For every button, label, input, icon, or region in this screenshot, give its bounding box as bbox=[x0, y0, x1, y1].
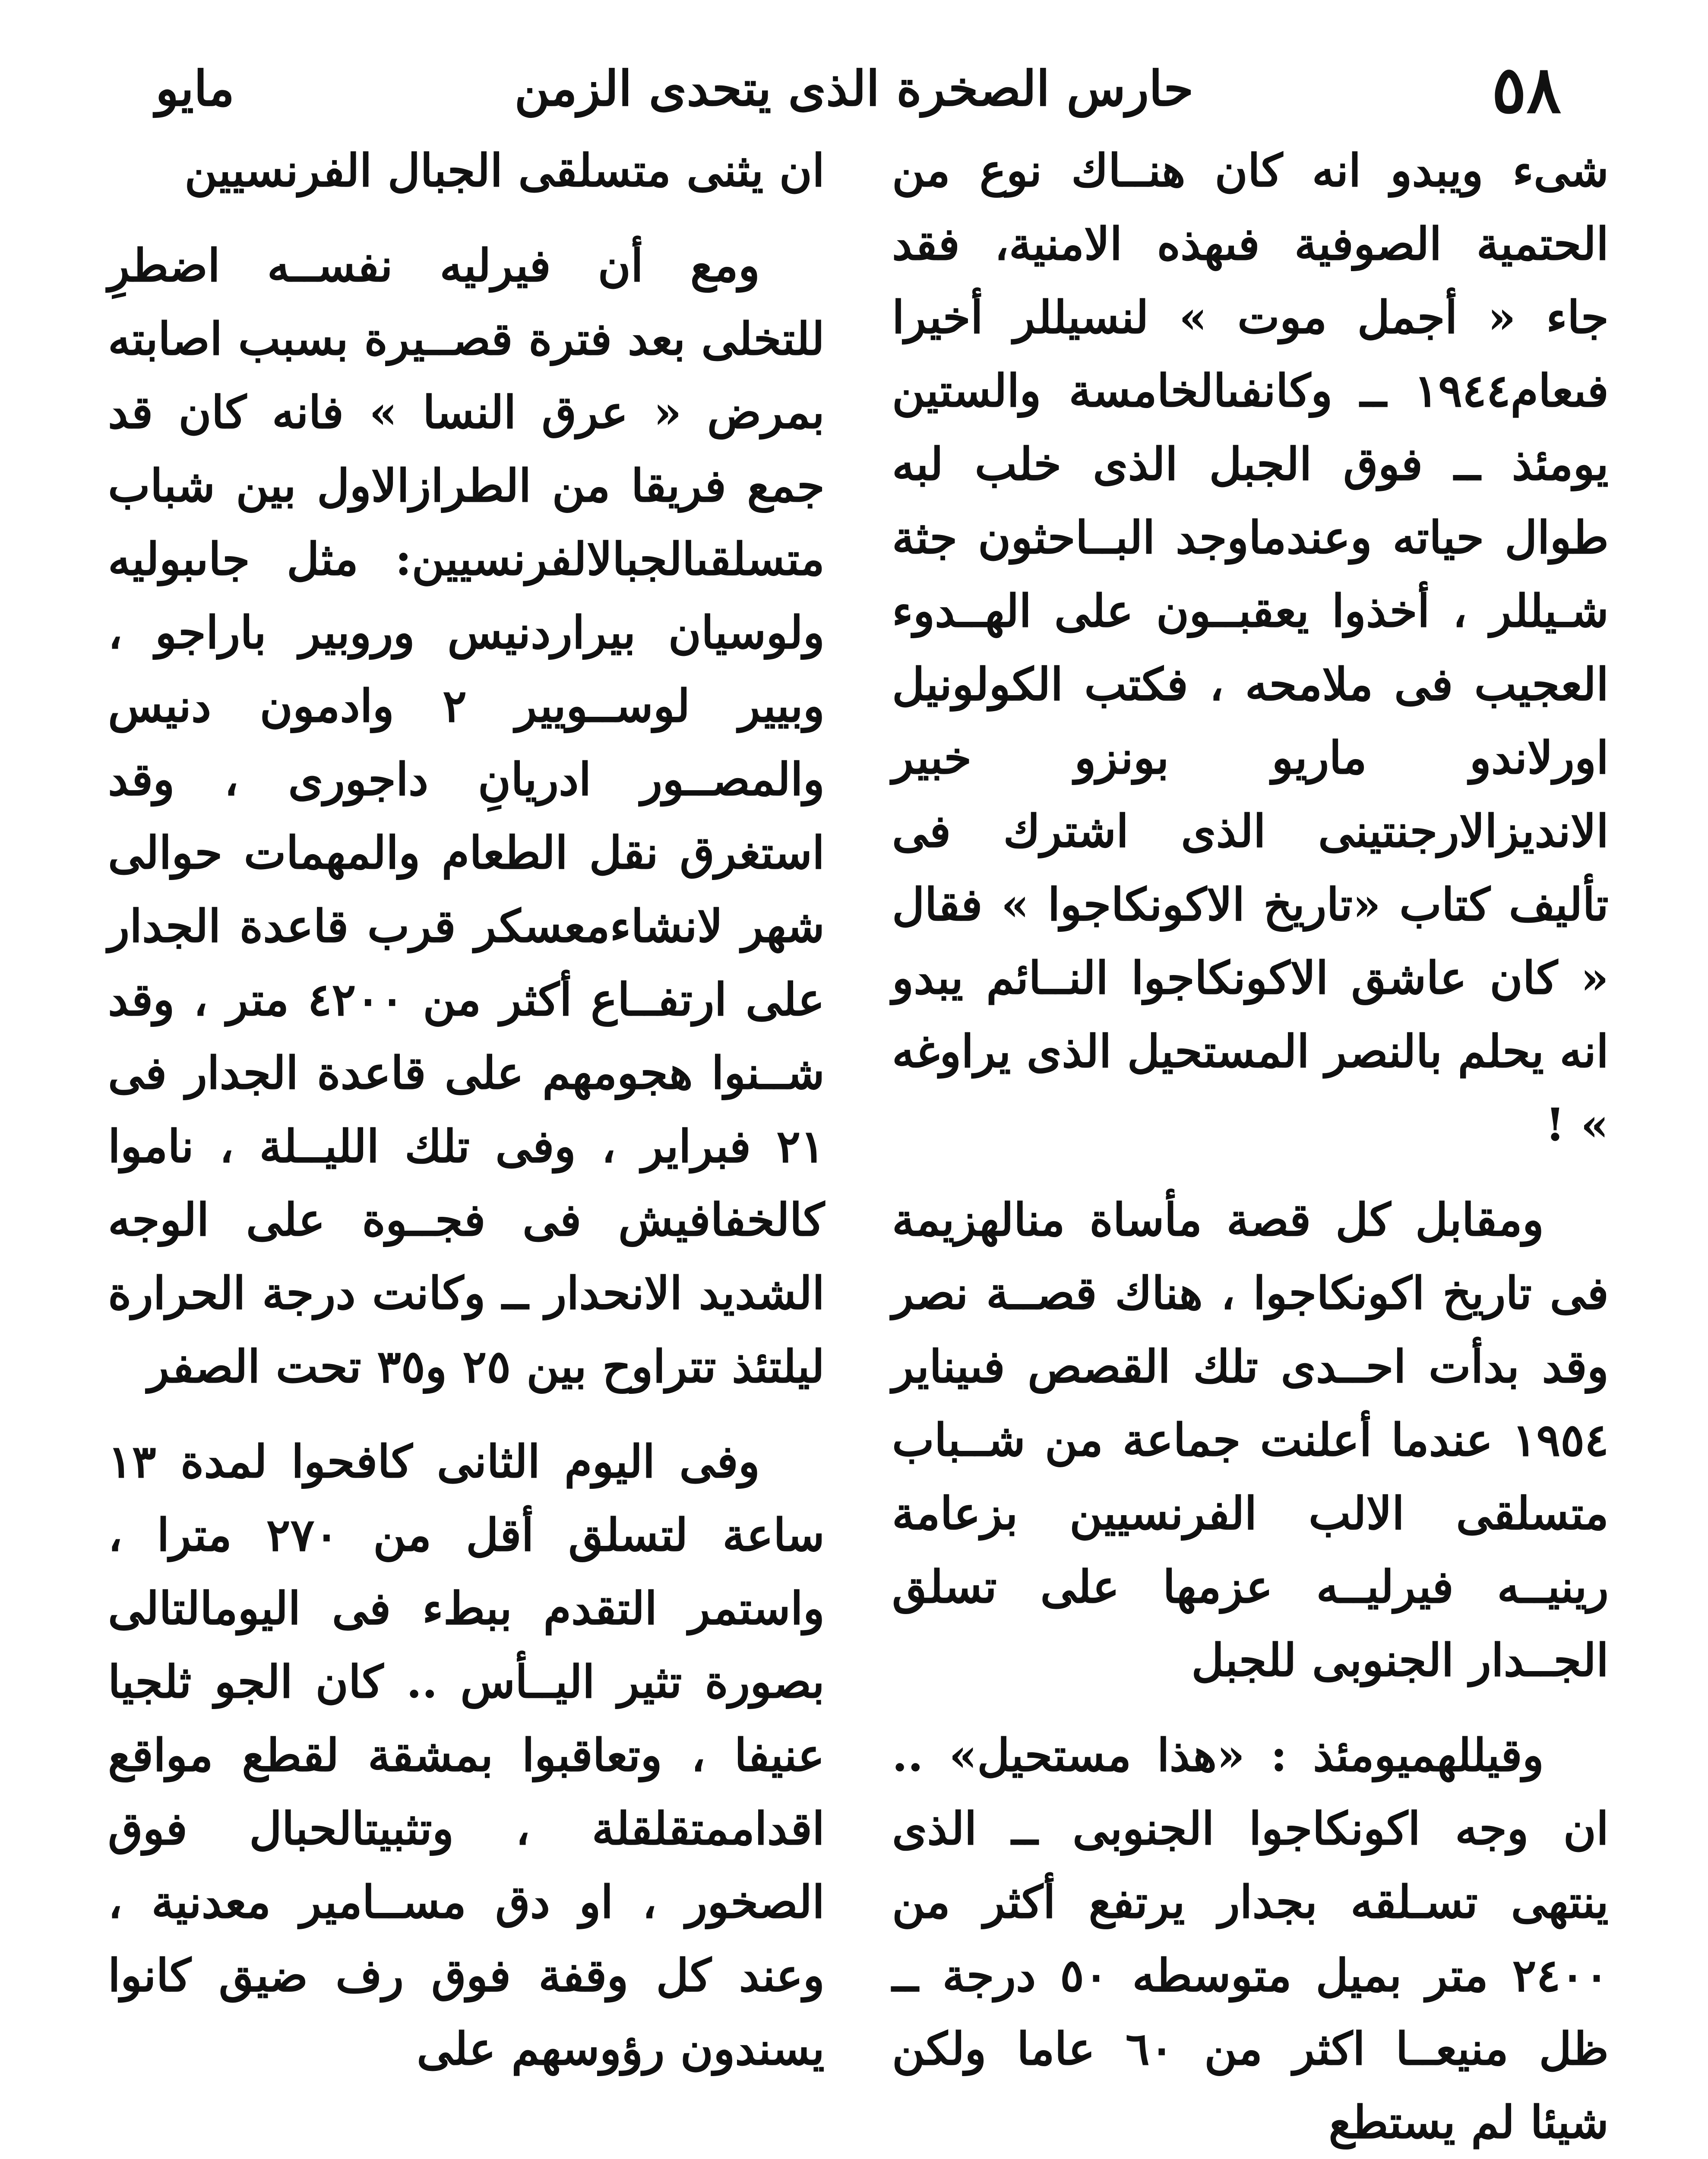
right-column bbox=[892, 134, 1609, 2159]
page-number: ٥٨ bbox=[1491, 52, 1561, 128]
paragraph: ان يثنى متسلقى الجبال الفرنسيين bbox=[184, 144, 825, 197]
issue-month: مايو bbox=[155, 60, 235, 117]
paragraph: ومقابل كل قصة مأساة منالهزيمة فى تاريخ اكونكاجوا ، هناك قصــة نصر وقد بدأت احــدى تلك القصص فىيناير ١٩٥٤ عندما أعلنت جماعة من شــباب متسلقى الالب الفرنسيين بزعامة رينيــه فيرليــه عزمها على تسلق الجــدار الجنوبى للجبل bbox=[892, 1193, 1609, 1687]
paragraph: وقيللهميومئذ : «هذا مستحيل» .. ان وجه اكونكاجوا الجنوبى ــ الذى ينتهى تسـلقه بجدار يرتفع أكثر من ٢٤٠٠ متر بميل متوسطه ٥٠ درجة ــ ظل منيعــا اكثر من ٦٠ عاما ولكن شيئا لم يستطع bbox=[892, 1728, 1609, 2149]
left-column bbox=[108, 134, 825, 2107]
paragraph: وفى اليوم الثانى كافحوا لمدة ١٣ ساعة لتسلق أقل من ٢٧٠ مترا ، واستمر التقدم ببطء فى اليومالتالى بصورة تثير اليــأس .. كان الجو ثلجيا عنيفا ، وتعاقبوا بمشقة لقطع مواقع اقداممتقلقلة ، وتثبيتالحبال فوق الصخور ، او دق مســامير معدنية ، وعند كل وقفة فوق رف ضيق كانوا يسندون رؤوسهم على bbox=[108, 1435, 825, 2075]
running-title: حارس الصخرة الذى يتحدى الزمن bbox=[514, 60, 1194, 117]
page-header bbox=[130, 47, 1578, 138]
paragraph: شىء ويبدو انه كان هنــاك نوع من الحتمية الصوفية فىهذه الامنية، فقد جاء « أجمل موت » لنسيللر أخيرا فىعام١٩٤٤ ــ وكانفىالخامسة والستين يومئذ ــ فوق الجبل الذى خلب لبه طوال حياته وعندماوجد البــاحثون جثة شـيللر ، أخذوا يعقبــون على الهــدوء العجيب فى ملامحه ، فكتب الكولونيل اورلاندو ماريو بونزو خبير الانديزالارجنتينى الذى اشترك فى تأليف كتاب «تاريخ الاكونكاجوا » فقال « كان عاشق الاكونكاجوا النــائم يبدو انه يحلم بالنصر المستحيل الذى يراوغه » ! bbox=[892, 144, 1609, 1151]
paragraph: ومع أن فيرليه نفســه اضطرِ للتخلى بعد فترة قصــيرة بسبب اصابته بمرض « عرق النسا » فانه كان قد جمع فريقا من الطرازالاول بين شباب متسلقىالجبالالفرنسيين: مثل جاىبوليه ولوسيان بيراردنيس وروبير باراجو ، وبيير لوســويير ٢ وادمون دنيس والمصــور ادريانِ داجورى ، وقد استغرق نقل الطعام والمهمات حوالى شهر لانشاءمعسكر قرب قاعدة الجدار على ارتفــاع أكثر من ٤٢٠٠ متر ، وقد شــنوا هجومهم على قاعدة الجدار فى ٢١ فبراير ، وفى تلك الليــلة ، ناموا كالخفافيش فى فجــوة على الوجه الشديد الانحدار ــ وكانت درجة الحرارة ليلتئذ تتراوح بين ٢٥ و٣٥ تحت الصفر bbox=[108, 239, 825, 1393]
